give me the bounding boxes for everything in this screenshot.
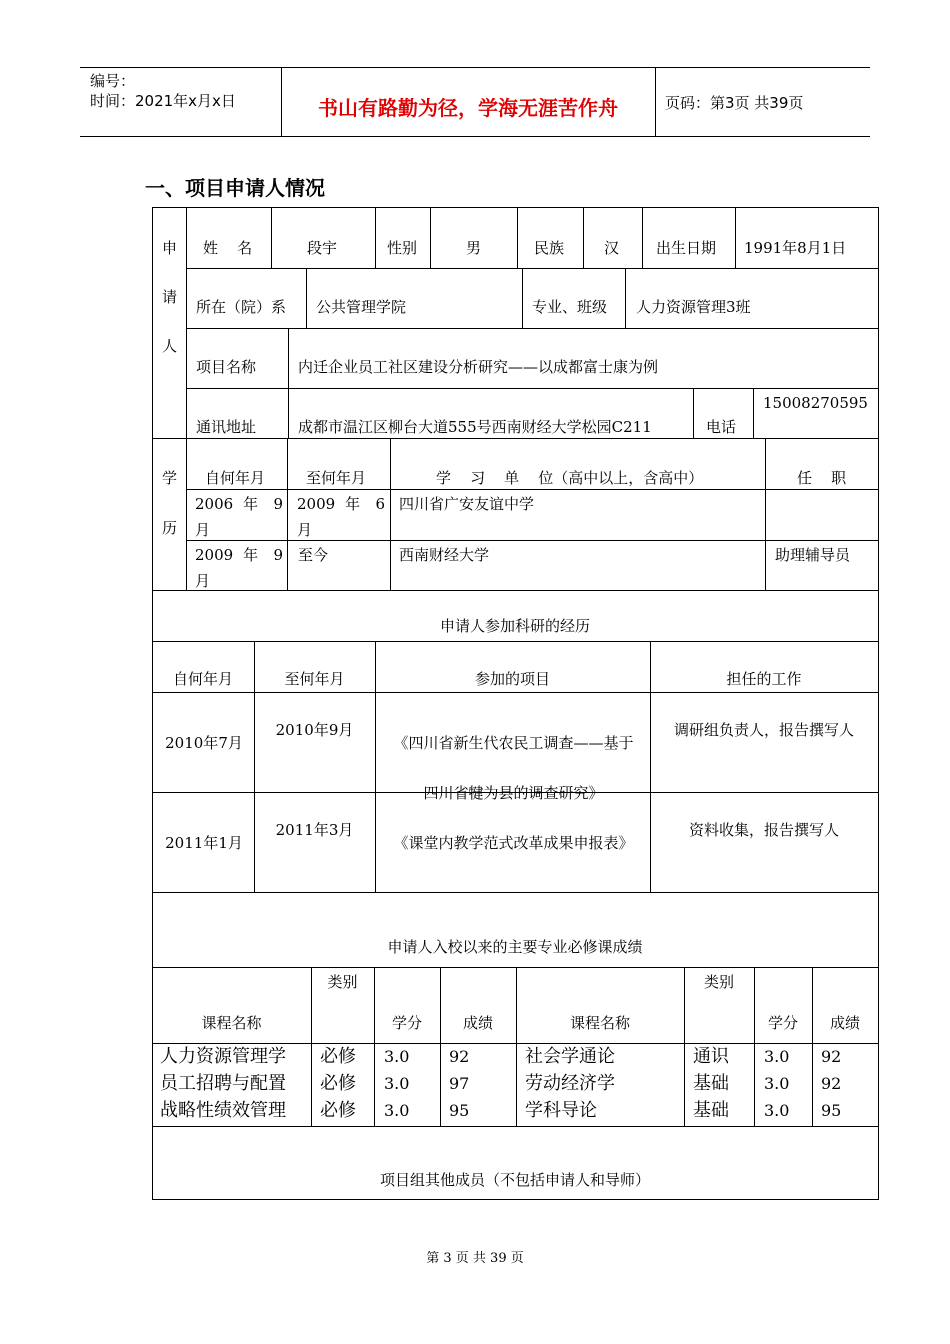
edu-row-from: 2006 年 9 月	[195, 495, 283, 539]
phone-label: 电话	[706, 418, 737, 436]
course-credit: 3.0	[764, 1047, 790, 1066]
course-name: 员工招聘与配置	[160, 1073, 286, 1094]
course-type: 必修	[320, 1073, 356, 1094]
applicant-birth: 1991年8月1日	[744, 239, 847, 257]
course-credit: 3.0	[384, 1101, 410, 1120]
applicant-address: 成都市温江区柳台大道555号西南财经大学松园C211	[298, 418, 652, 436]
doc-time-label: 时间：2021年x月x日	[90, 92, 236, 110]
ethnicity-label: 民族	[534, 239, 565, 257]
page-footer: 第 3 页 共 39 页	[426, 1251, 524, 1266]
education-side-label: 历	[162, 519, 178, 537]
course-type: 必修	[320, 1046, 356, 1067]
course-credit: 3.0	[384, 1074, 410, 1093]
course-col-credit: 学分	[767, 1014, 798, 1032]
applicant-gender: 男	[466, 239, 482, 257]
applicant-name: 段宇	[307, 239, 338, 257]
research-row-project: 《课堂内教学范式改革成果申报表》	[393, 834, 634, 852]
course-score: 92	[821, 1047, 842, 1066]
applicant-ethnicity: 汉	[604, 239, 620, 257]
course-credit: 3.0	[764, 1101, 790, 1120]
course-col-type: 类别	[703, 973, 734, 991]
research-col-to: 至何年月	[284, 670, 345, 688]
course-credit: 3.0	[384, 1047, 410, 1066]
edu-row-unit: 西南财经大学	[399, 546, 490, 564]
course-score: 95	[821, 1101, 842, 1120]
course-score: 92	[449, 1047, 470, 1066]
course-type: 必修	[320, 1100, 356, 1121]
edu-row-unit: 四川省广安友谊中学	[399, 495, 535, 513]
applicant-side-label: 人	[162, 337, 178, 355]
course-type: 通识	[693, 1046, 729, 1067]
course-name: 学科导论	[525, 1100, 597, 1121]
name-label: 姓 名	[203, 239, 253, 257]
course-credit: 3.0	[764, 1074, 790, 1093]
edu-col-from: 自何年月	[205, 469, 266, 487]
course-col-name: 课程名称	[201, 1014, 262, 1032]
research-section-title: 申请人参加科研的经历	[439, 617, 590, 635]
course-type: 基础	[693, 1100, 729, 1121]
doc-number-label: 编号：	[90, 72, 136, 90]
research-row-role: 调研组负责人，报告撰写人	[673, 721, 854, 739]
edu-col-unit: 学 习 单 位（高中以上，含高中）	[436, 469, 704, 487]
research-row-from: 2010年7月	[165, 734, 243, 752]
course-col-score: 成绩	[462, 1014, 493, 1032]
course-type: 基础	[693, 1073, 729, 1094]
course-score: 95	[449, 1101, 470, 1120]
project-name: 内迁企业员工社区建设分析研究——以成都富士康为例	[298, 358, 659, 376]
department-label: 所在（院）系	[196, 298, 287, 316]
course-score: 92	[821, 1074, 842, 1093]
research-col-role: 担任的工作	[726, 670, 802, 688]
research-row-role: 资料收集，报告撰写人	[688, 821, 839, 839]
research-row-project: 《四川省新生代农民工调查——基于四川省犍为县的调查研究》	[393, 734, 634, 802]
edu-row-from: 2009 年 9 月	[195, 546, 283, 590]
header-page-info: 页码：第3页 共39页	[665, 94, 804, 112]
applicant-phone: 15008270595	[763, 394, 868, 412]
research-row-from: 2011年1月	[165, 834, 243, 852]
research-row-to: 2011年3月	[275, 821, 354, 839]
birth-label: 出生日期	[656, 239, 717, 257]
research-col-project: 参加的项目	[474, 670, 550, 688]
edu-col-to: 至何年月	[306, 469, 367, 487]
courses-section-title: 申请人入校以来的主要专业必修课成绩	[387, 938, 643, 956]
course-name: 战略性绩效管理	[160, 1100, 286, 1121]
project-name-label: 项目名称	[196, 358, 257, 376]
applicant-department: 公共管理学院	[316, 298, 407, 316]
edu-row-position: 助理辅导员	[775, 546, 851, 564]
gender-label: 性别	[387, 239, 418, 257]
course-name: 人力资源管理学	[160, 1046, 286, 1067]
research-col-from: 自何年月	[172, 670, 233, 688]
course-col-credit: 学分	[391, 1014, 422, 1032]
edu-row-to: 至今	[298, 546, 329, 564]
course-name: 社会学通论	[525, 1046, 615, 1067]
education-side-label: 学	[162, 469, 178, 487]
edu-col-position: 任 职	[797, 469, 847, 487]
course-score: 97	[449, 1074, 470, 1093]
section-title: 一、项目申请人情况	[145, 176, 325, 200]
major-label: 专业、班级	[532, 298, 608, 316]
course-col-name: 课程名称	[569, 1014, 630, 1032]
address-label: 通讯地址	[196, 418, 257, 436]
course-col-type: 类别	[327, 973, 358, 991]
edu-row-to: 2009 年 6 月	[297, 495, 385, 539]
members-section-title: 项目组其他成员（不包括申请人和导师）	[379, 1171, 650, 1189]
header-motto: 书山有路勤为径，学海无涯苦作舟	[318, 96, 618, 120]
course-col-score: 成绩	[829, 1014, 860, 1032]
applicant-side-label: 申	[162, 239, 178, 257]
course-name: 劳动经济学	[525, 1073, 615, 1094]
applicant-major: 人力资源管理3班	[636, 298, 751, 316]
applicant-side-label: 请	[162, 288, 178, 306]
research-row-to: 2010年9月	[275, 721, 354, 739]
